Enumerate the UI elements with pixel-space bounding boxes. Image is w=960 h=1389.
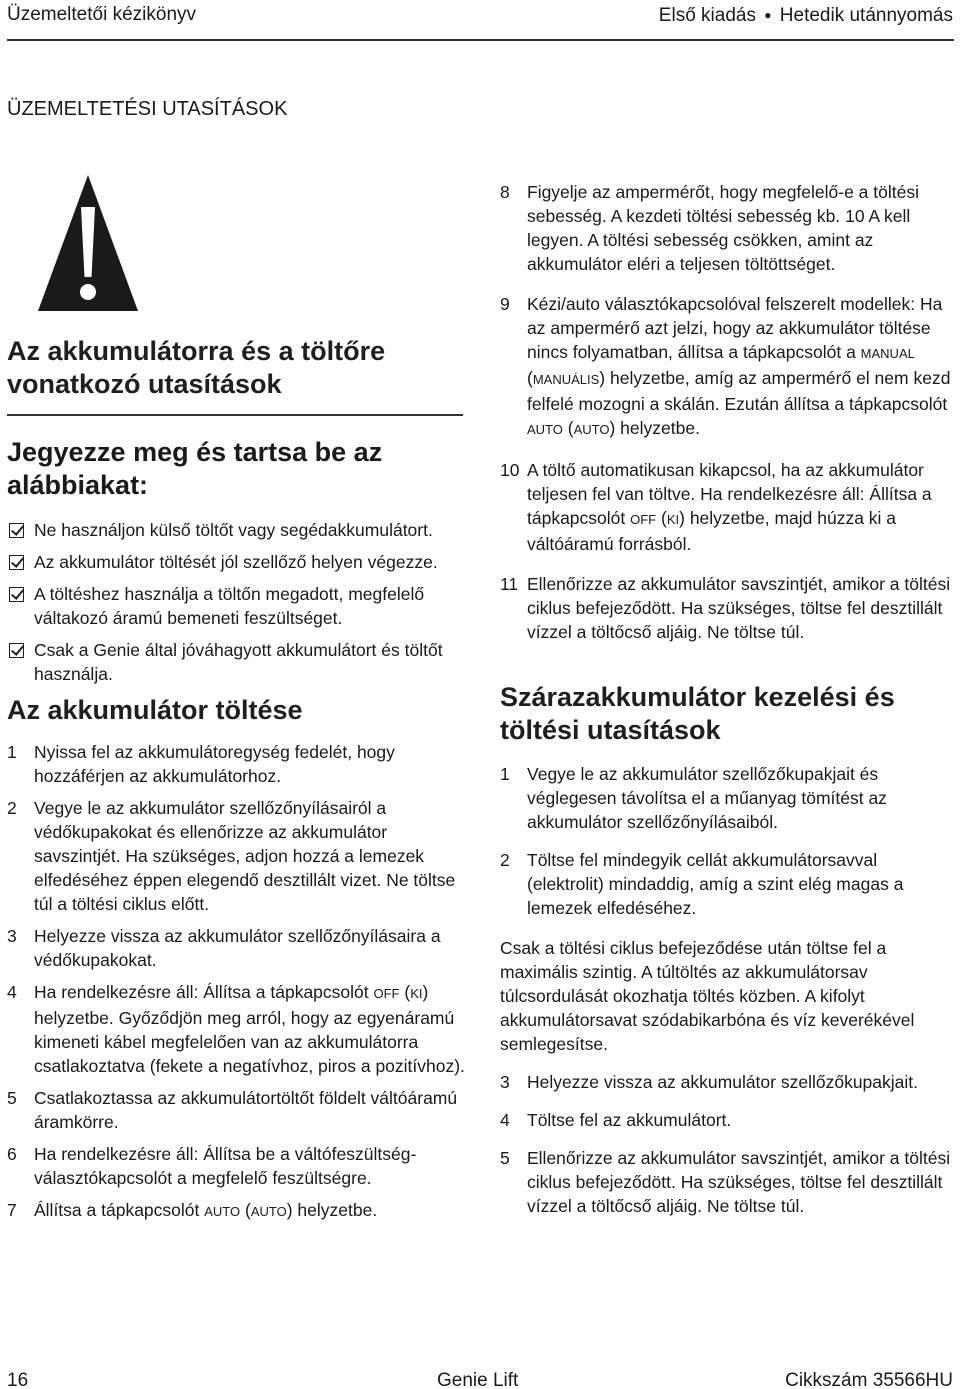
checkbox-checked-icon [9,587,24,602]
step-item: 3 Helyezze vissza az akkumulátor szellőzőnyílásaira a védőkupakokat. [7,926,441,970]
brand-name: Genie Lift [437,1370,519,1389]
step-item: 2 Vegye le az akkumulátor szellőzőnyílásairól a védőkupakokat és ellenőrizze az akkumulátor savszintjét. Ha szükséges, adjon hozzá a lemezek elfedéséhez éppen elegendő desztillált vizet. Ne töltse túl a töltési ciklus előtt. [7,798,456,914]
checklist-item: Az akkumulátor töltését jól szellőző helyen végezze. [7,550,467,574]
page-number: 16 [7,1370,29,1389]
printing: Hetedik utánnyomás [779,5,953,26]
bullet-separator: ● [764,8,772,22]
part-number: Cikkszám 35566HU [785,1370,953,1389]
header-rule [7,39,954,41]
dry-note: Csak a töltési ciklus befejeződése után töltse fel a maximális szintig. A túltöltés az akkumulátorsav túlcsordulását okozhatja töltés közben. A kifolyt akkumulátorsavat szódabikarbóna és víz keverékével semlegesítse. [500,938,915,1054]
step-item: 5 Ellenőrizze az akkumulátor savszintjét, amikor a töltési ciklus befejeződött. Ha szükséges, töltse fel desztillált vízzel a töltőcső aljáig. Ne töltse túl. [500,1148,951,1216]
step-item: 10 A töltő automatikusan kikapcsol, ha az akkumulátor teljesen fel van töltve. Ha rendelkezésre áll: Állítsa a tápkapcsolót OFF (KI) helyzetbe, majd húzza ki a váltóáramú forrásból. [500,460,932,554]
dry-steps-b [500,1070,952,1218]
right-column [500,180,952,1218]
heading-rule [7,414,463,416]
checkbox-checked-icon [9,643,24,658]
dry-steps-a [500,762,952,920]
left-column [7,335,467,1224]
checklist-item: Csak a Genie által jóváhagyott akkumulátort és töltőt használja. [7,638,467,686]
step-item: 8 Figyelje az ampermérőt, hogy megfelelő-e a töltési sebesség. A kezdeti töltési sebesség kb. 10 A kell legyen. A töltési sebesség csökken, amint az akkumulátor eléri a teljesen töltöttséget. [500,182,919,274]
charging-steps [7,740,467,1224]
observe-heading: Jegyezze meg és tartsa be az alábbiakat: [7,437,383,500]
manual-title: Üzemeltetői kézikönyv [7,4,197,25]
dry-battery-heading: Szárazakkumulátor kezelési és töltési utasítások [500,682,895,745]
step-item: 4 Töltse fel az akkumulátort. [500,1110,732,1130]
warning-triangle-icon [36,173,140,313]
battery-charger-heading: Az akkumulátorra és a töltőre vonatkozó utasítások [7,336,386,399]
checklist [7,518,467,686]
checklist-item: Ne használjon külső töltőt vagy segédakkumulátort. [7,518,467,542]
step-item: 1 Nyissa fel az akkumulátoregység fedelét, hogy hozzáférjen az akkumulátorhoz. [7,742,395,786]
section-title: ÜZEMELTETÉSI UTASÍTÁSOK [7,98,288,120]
charging-heading: Az akkumulátor töltése [7,695,303,725]
step-item: 3 Helyezze vissza az akkumulátor szellőzőkupakjait. [500,1072,918,1092]
step-item: 6 Ha rendelkezésre áll: Állítsa be a váltófeszültség-választókapcsolót a megfelelő feszültségre. [7,1144,417,1188]
step-item: 9 Kézi/auto választókapcsolóval felszerelt modellek: Ha az ampermérő azt jelzi, hogy az akkumulátor töltése nincs folyamatban, állítsa a tápkapcsolót a MANUAL (MANUÁLIS) helyzetbe, amíg az ampermérő el nem kezd felfelé mozogni a skálán. Ezután állítsa a tápkapcsolót AUTO (AUTO) helyzetbe. [500,294,951,438]
step-item: 5 Csatlakoztassa az akkumulátortöltőt földelt váltóáramú áramkörre. [7,1088,458,1132]
edition-info [659,4,953,27]
edition: Első kiadás [658,5,756,26]
checkbox-checked-icon [9,555,24,570]
step-item: 4 Ha rendelkezésre áll: Állítsa a tápkapcsolót OFF (KI) helyzetbe. Győződjön meg arról, hogy az egyenáramú kimeneti kábel megfelelően van az akkumulátorra csatlakoztatva (fekete a negatívhoz, piros a pozitívhoz). [7,982,465,1076]
step-item: 1 Vegye le az akkumulátor szellőzőkupakjait és véglegesen távolítsa el a műanyag tömítést az akkumulátor szellőzőnyílásaiból. [500,764,887,832]
step-item: 7 Állítsa a tápkapcsolót AUTO (AUTO) helyzetbe. [7,1200,378,1220]
step-item: 11 Ellenőrizze az akkumulátor savszintjét, amikor a töltési ciklus befejeződött. Ha szükséges, töltse fel desztillált vízzel a töltőcső aljáig. Ne töltse túl. [500,574,951,642]
checkbox-checked-icon [9,523,24,538]
checklist-item: A töltéshez használja a töltőn megadott, megfelelő váltakozó áramú bemeneti feszültséget. [7,582,467,630]
step-item: 2 Töltse fel mindegyik cellát akkumulátorsavval (elektrolit) mindaddig, amíg a szint elég magas a lemezek elfedéséhez. [500,850,904,918]
